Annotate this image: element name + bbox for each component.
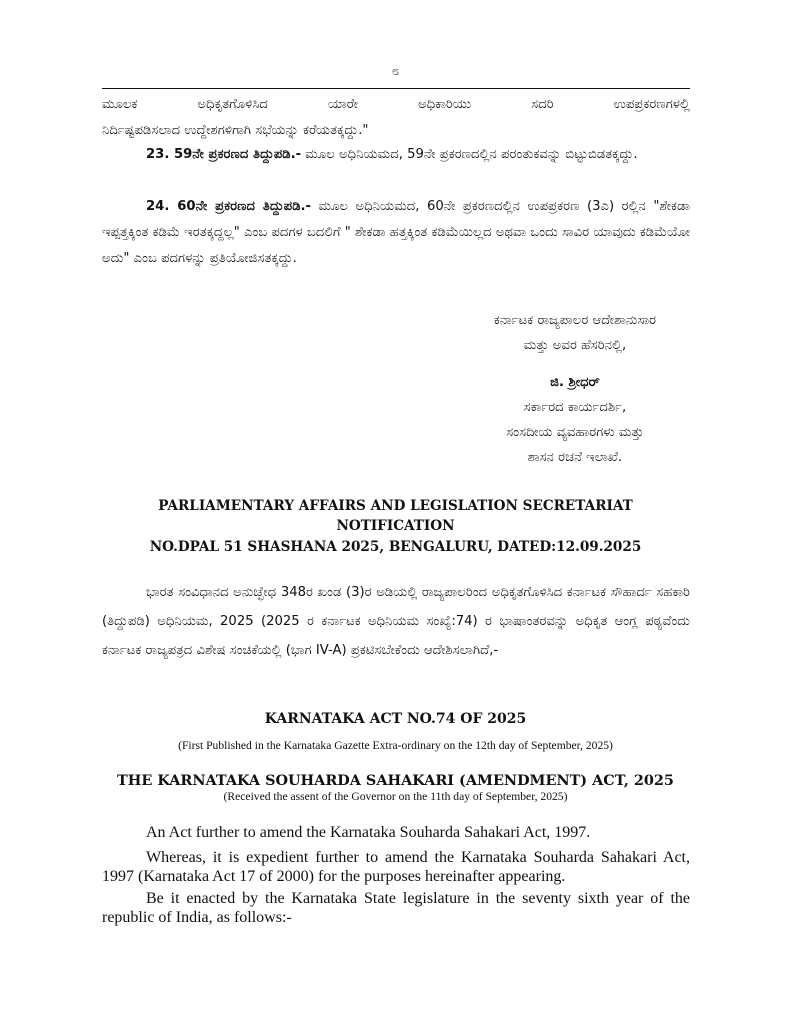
signatory-name: ಜಿ. ಶ್ರೀಧರ್ [550, 375, 600, 390]
act-published-note: (First Published in the Karnataka Gazette Extra-ordinary on the 12th day of September, 2025) [178, 739, 613, 752]
notification-label: NOTIFICATION [336, 518, 455, 534]
paragraph-text: Whereas, it is expedient further to amend the Karnataka Souharda Sahakari Act, 1997 (Karnataka Act 17 of 2000) for the purposes hereinafter appearing. [102, 849, 690, 885]
word: ಉಪಪ್ರಕರಣಗಳಲ್ಲಿ [613, 97, 690, 112]
section-heading: 23. 59ನೇ ಪ್ರಕರಣದ ತಿದ್ದುಪಡಿ.- [146, 147, 302, 162]
authority-block [410, 308, 740, 358]
act-title: THE KARNATAKA SOUHARDA SAHAKARI (AMENDMENT) ACT, 2025 [117, 772, 674, 789]
paragraph-text: Be it enacted by the Karnataka State legislature in the seventy sixth year of the republic of India, as follows:- [102, 890, 690, 926]
section-24 [102, 194, 690, 272]
act-paragraph-3 [102, 889, 690, 927]
header-rule [102, 88, 690, 89]
word: ಅಧಿಕಾರಿಯು [418, 97, 472, 112]
section-text: ಮೂಲ ಅಧಿನಿಯಮದ, 59ನೇ ಪ್ರಕರಣದಲ್ಲಿನ ಪರಂತುಕವನ್ನು ಬಿಟ್ಟುಬಿಡತಕ್ಕದ್ದು. [301, 147, 638, 162]
notification-reference: NO.DPAL 51 SHASHANA 2025, BENGALURU, DATED:12.09.2025 [149, 539, 642, 555]
section-text: ಮೂಲ ಅಧಿನಿಯಮದ, 60ನೇ ಪ್ರಕರಣದಲ್ಲಿನ ಉಪಪ್ರಕರಣ (3ಎ) ರಲ್ಲಿನ "ಶೇಕಡಾ ಇಪ್ಪತ್ತಕ್ಕಿಂತ ಕಡಿಮೆ ಇರತಕ್ಕದ್ದಲ್ಲ" ಎಂಬ ಪದಗಳ ಬದಲಿಗೆ " ಶೇಕಡಾ ಹತ್ತಕ್ಕಿಂತ ಕಡಿಮೆಯಿಲ್ಲದ ಅಥವಾ ಒಂದು ಸಾವಿರ ಯಾವುದು ಕಡಿಮೆಯೋ ಅದು" ಎಂಬ ಪದಗಳನ್ನು ಪ್ರತಿಯೋಜಿಸತಕ್ಕದ್ದು. [102, 199, 690, 266]
continuation-line-2: ನಿರ್ದಿಷ್ಟಪಡಿಸಲಾದ ಉದ್ದೇಶಗಳಿಗಾಗಿ ಸಭೆಯನ್ನು ಕರೆಯತಕ್ಕದ್ದು." [102, 123, 369, 138]
signatory-title-2: ಸಂಸದೀಯ ವ್ಯವಹಾರಗಳು ಮತ್ತು [506, 425, 644, 440]
section-23 [102, 142, 690, 168]
act-number: KARNATAKA ACT NO.74 OF 2025 [264, 711, 527, 727]
department-heading: PARLIAMENTARY AFFAIRS AND LEGISLATION SECRETARIAT [158, 498, 633, 514]
authority-line-1: ಕರ್ನಾಟಕ ರಾಜ್ಯಪಾಲರ ಆದೇಶಾನುಸಾರ [493, 313, 657, 328]
word: ಯಾರೇ [327, 97, 359, 112]
page-number: ೮ [391, 64, 400, 79]
word: ಅಧಿಕೃತಗೊಳಿಸಿದ [197, 97, 268, 112]
continuation-paragraph [102, 92, 690, 144]
word: ಸದರಿ [531, 97, 554, 112]
act-paragraph-2 [102, 848, 690, 886]
word: ಮೂಲಕ [102, 97, 138, 112]
continuation-line-1 [102, 92, 690, 118]
act-paragraph-1 [102, 823, 690, 842]
authority-line-2: ಮತ್ತು ಅವರ ಹೆಸರಿನಲ್ಲಿ, [523, 338, 627, 353]
signature-block [410, 370, 740, 470]
signatory-title-1: ಸರ್ಕಾರದ ಕಾರ್ಯದರ್ಶಿ, [523, 400, 627, 415]
notification-text: ಭಾರತ ಸಂವಿಧಾನದ ಅನುಚ್ಛೇಧ 348ರ ಖಂಡ (3)ರ ಅಡಿಯಲ್ಲಿ ರಾಜ್ಯಪಾಲರಿಂದ ಅಧಿಕೃತಗೊಳಿಸಿದ ಕರ್ನಾಟಕ ಸೌಹಾರ್ದ ಸಹಕಾರಿ (ತಿದ್ದುಪಡಿ) ಅಧಿನಿಯಮ, 2025 (2025 ರ ಕರ್ನಾಟಕ ಅಧಿನಿಯಮ ಸಂಖ್ಯೆ:74) ರ ಭಾಷಾಂತರವನ್ನು ಅಧಿಕೃತ ಆಂಗ್ಲ ಪಠ್ಯವೆಂದು ಕರ್ನಾಟಕ ರಾಜ್ಯಪತ್ರದ ವಿಶೇಷ ಸಂಚಿಕೆಯಲ್ಲಿ (ಭಾಗ IV-A) ಪ್ರಕಟಿಸಬೇಕೆಂದು ಆದೇಶಿಸಲಾಗಿದೆ,- [102, 585, 690, 658]
section-heading: 24. 60ನೇ ಪ್ರಕರಣದ ತಿದ್ದುಪಡಿ.- [146, 199, 312, 214]
signatory-title-3: ಶಾಸನ ರಚನೆ ಇಲಾಖೆ. [527, 450, 623, 465]
paragraph-text: An Act further to amend the Karnataka Souharda Sahakari Act, 1997. [146, 824, 591, 841]
act-assent-note: (Received the assent of the Governor on the 11th day of September, 2025) [223, 790, 568, 803]
notification-body [102, 578, 690, 665]
